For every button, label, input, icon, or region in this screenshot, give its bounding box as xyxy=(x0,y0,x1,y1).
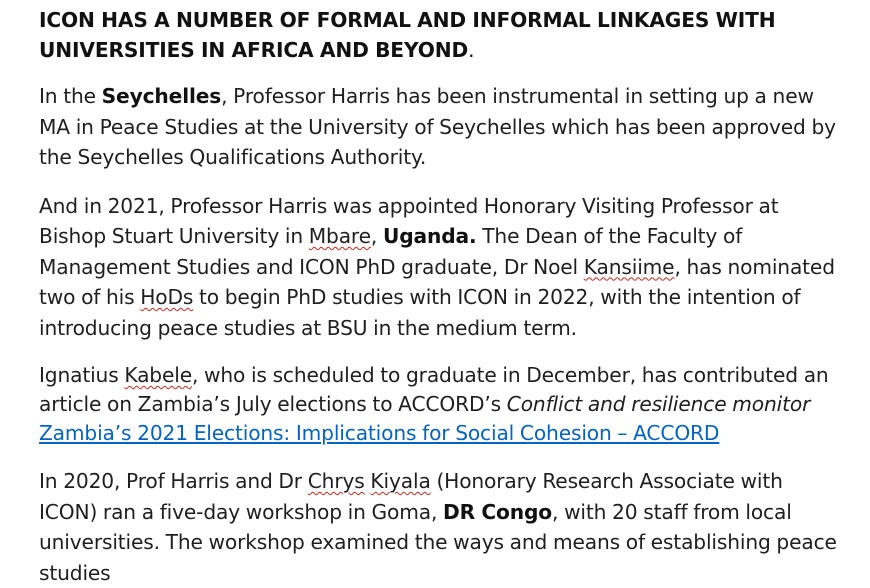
p4-text-1: In 2020, Prof Harris and Dr xyxy=(39,469,308,493)
p2-text-2: , xyxy=(370,224,383,248)
paragraph-uganda xyxy=(39,191,839,344)
p3-monitor-italic: Conflict and resilience monitor xyxy=(506,392,811,416)
p1-seychelles-bold: Seychelles xyxy=(101,84,222,108)
p4-text-3: (Honorary Research Associate with ICON) ran a five-day workshop in Goma, xyxy=(39,469,783,524)
heading-period: . xyxy=(468,38,475,62)
section-heading xyxy=(39,5,839,65)
p4-drcongo-bold: DR Congo xyxy=(443,499,553,524)
p2-text-4: , has nominated two of his xyxy=(39,254,835,309)
p3-text-2: , who is scheduled to graduate in December, has contributed an article on Zambia’s July elections to ACCORD’s xyxy=(39,363,829,416)
p2-mbare-spelling[interactable]: Mbare xyxy=(308,224,371,248)
heading-line-1: ICON HAS A NUMBER OF FORMAL AND INFORMAL LINKAGES WITH xyxy=(39,8,776,32)
p1-text-1: In the xyxy=(39,84,102,108)
heading-line-2: UNIVERSITIES IN AFRICA AND BEYOND xyxy=(39,38,469,62)
p3-kabele-spelling[interactable]: Kabele xyxy=(124,363,192,387)
paragraph-seychelles xyxy=(39,81,839,173)
accord-article-link[interactable]: Zambia’s 2021 Elections: Implications for Social Cohesion – ACCORD xyxy=(39,421,720,445)
p1-text-2: , Professor Harris has been instrumental in setting up a new MA in Peace Studies at the University of Seychelles which has been approved by the Seychelles Qualifications Authority. xyxy=(39,84,836,169)
p2-uganda-bold: Uganda. xyxy=(382,224,477,248)
paragraph-drcongo xyxy=(39,466,839,588)
p4-chrys-spelling[interactable]: Chrys xyxy=(307,469,365,493)
p4-kiyala-spelling[interactable]: Kiyala xyxy=(370,469,431,493)
p2-text-5: to begin PhD studies with ICON in 2022, with the intention of introducing peace studies at BSU in the medium term. xyxy=(39,285,801,340)
p2-kansiime-spelling[interactable]: Kansiime xyxy=(583,254,675,279)
paragraph-zambia xyxy=(39,361,839,448)
p2-hods-spelling[interactable]: HoDs xyxy=(140,285,194,309)
p3-text-1: Ignatius xyxy=(39,363,125,387)
p2-text-1: And in 2021, Professor Harris was appointed Honorary Visiting Professor at Bishop Stuart University in xyxy=(39,193,779,248)
p4-text-4: , with 20 staff from local universities. The workshop examined the ways and means of establishing peace studies xyxy=(39,499,837,585)
document-body xyxy=(39,5,839,588)
p2-text-3: The Dean of the Faculty of Management Studies and ICON PhD graduate, Dr Noel xyxy=(39,224,743,279)
